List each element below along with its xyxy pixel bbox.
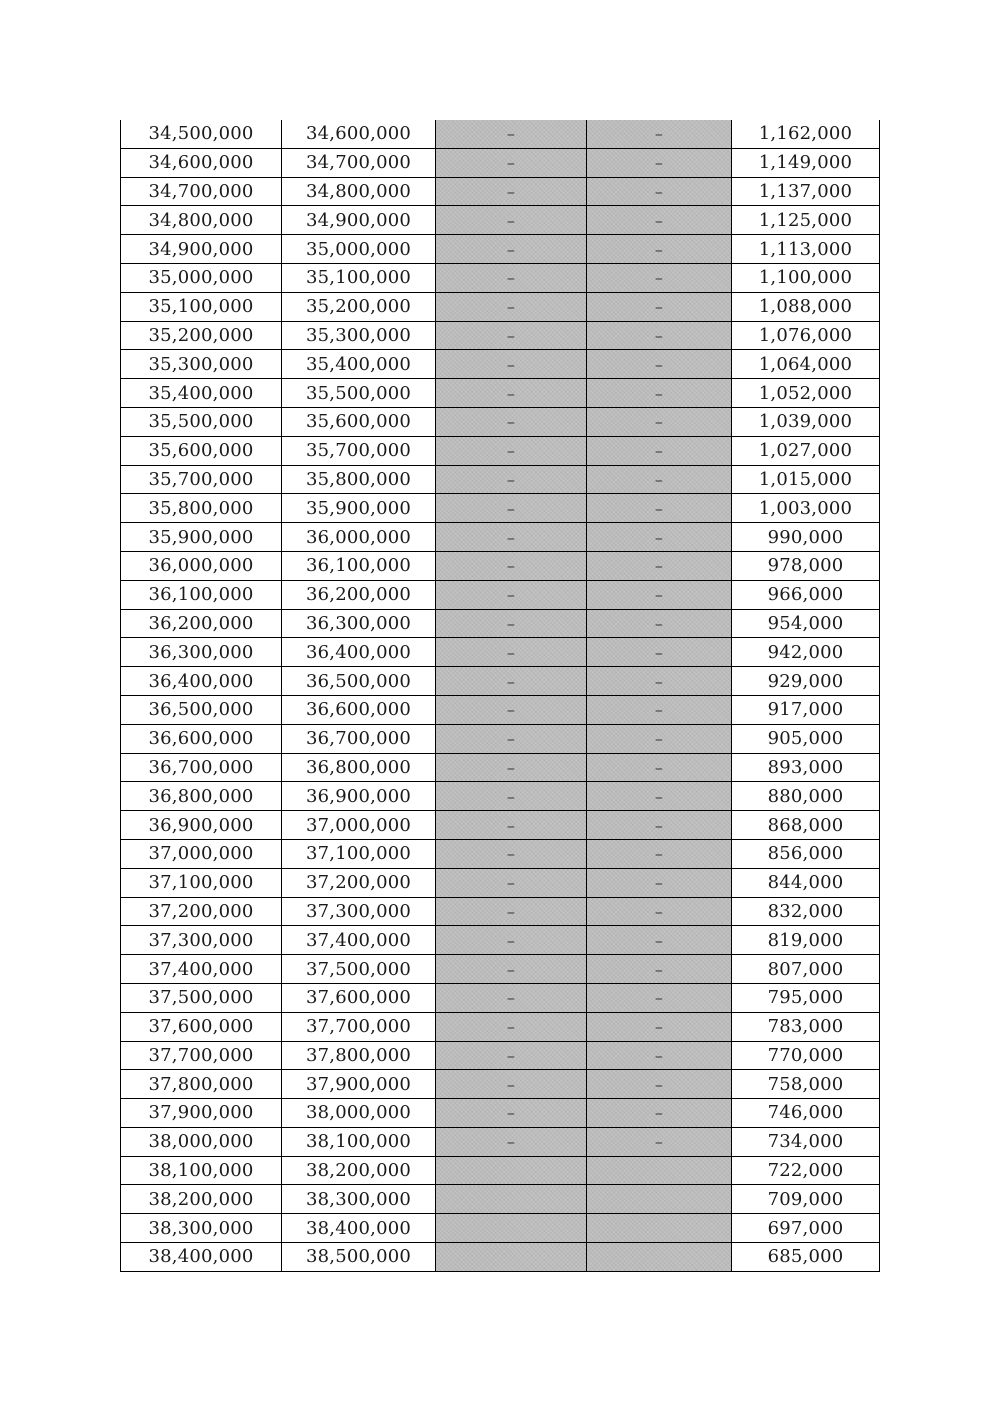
amount-cell: 990,000 <box>732 523 880 552</box>
income-to-cell: 35,900,000 <box>282 494 436 523</box>
income-to-cell: 36,700,000 <box>282 724 436 753</box>
income-to-cell: 36,900,000 <box>282 782 436 811</box>
shaded-cell-3: – <box>436 1041 587 1070</box>
income-from-cell: 37,000,000 <box>121 839 282 868</box>
shaded-cell-3: – <box>436 263 587 292</box>
income-from-cell: 35,400,000 <box>121 379 282 408</box>
table-row <box>121 1127 880 1156</box>
table-row <box>121 839 880 868</box>
amount-cell: 929,000 <box>732 667 880 696</box>
amount-cell: 709,000 <box>732 1185 880 1214</box>
amount-cell: 1,162,000 <box>732 120 880 148</box>
shaded-cell-3: – <box>436 811 587 840</box>
income-to-cell: 38,100,000 <box>282 1127 436 1156</box>
income-from-cell: 35,800,000 <box>121 494 282 523</box>
income-from-cell: 35,300,000 <box>121 350 282 379</box>
amount-cell: 954,000 <box>732 609 880 638</box>
income-from-cell: 35,500,000 <box>121 407 282 436</box>
income-from-cell: 38,100,000 <box>121 1156 282 1185</box>
amount-cell: 1,003,000 <box>732 494 880 523</box>
shaded-cell-4 <box>587 1156 732 1185</box>
shaded-cell-3: – <box>436 1070 587 1099</box>
table-row <box>121 1243 880 1272</box>
shaded-cell-4: – <box>587 263 732 292</box>
shaded-cell-3: – <box>436 292 587 321</box>
income-to-cell: 34,600,000 <box>282 120 436 148</box>
amount-cell: 978,000 <box>732 551 880 580</box>
shaded-cell-4: – <box>587 638 732 667</box>
income-from-cell: 37,400,000 <box>121 955 282 984</box>
shaded-cell-4: – <box>587 839 732 868</box>
income-from-cell: 35,700,000 <box>121 465 282 494</box>
table-row <box>121 1156 880 1185</box>
income-to-cell: 37,700,000 <box>282 1012 436 1041</box>
table-row <box>121 782 880 811</box>
table-row <box>121 1041 880 1070</box>
shaded-cell-3: – <box>436 1099 587 1128</box>
amount-cell: 1,113,000 <box>732 235 880 264</box>
table-row <box>121 436 880 465</box>
income-to-cell: 37,800,000 <box>282 1041 436 1070</box>
income-to-cell: 35,000,000 <box>282 235 436 264</box>
shaded-cell-3: – <box>436 177 587 206</box>
income-from-cell: 36,500,000 <box>121 695 282 724</box>
income-from-cell: 36,600,000 <box>121 724 282 753</box>
income-from-cell: 34,500,000 <box>121 120 282 148</box>
income-from-cell: 37,200,000 <box>121 897 282 926</box>
shaded-cell-3: – <box>436 379 587 408</box>
income-to-cell: 36,100,000 <box>282 551 436 580</box>
amount-cell: 770,000 <box>732 1041 880 1070</box>
income-from-cell: 37,300,000 <box>121 926 282 955</box>
amount-cell: 746,000 <box>732 1099 880 1128</box>
income-from-cell: 35,000,000 <box>121 263 282 292</box>
shaded-cell-3: – <box>436 868 587 897</box>
income-from-cell: 35,200,000 <box>121 321 282 350</box>
amount-cell: 942,000 <box>732 638 880 667</box>
income-to-cell: 37,400,000 <box>282 926 436 955</box>
shaded-cell-4: – <box>587 292 732 321</box>
shaded-cell-4: – <box>587 235 732 264</box>
shaded-cell-3: – <box>436 782 587 811</box>
income-to-cell: 38,500,000 <box>282 1243 436 1272</box>
amount-cell: 697,000 <box>732 1214 880 1243</box>
shaded-cell-4: – <box>587 983 732 1012</box>
income-to-cell: 34,700,000 <box>282 148 436 177</box>
shaded-cell-3: – <box>436 897 587 926</box>
amount-cell: 1,052,000 <box>732 379 880 408</box>
shaded-cell-4: – <box>587 609 732 638</box>
shaded-cell-3: – <box>436 494 587 523</box>
table-row <box>121 235 880 264</box>
table-row <box>121 897 880 926</box>
shaded-cell-4 <box>587 1214 732 1243</box>
income-from-cell: 38,200,000 <box>121 1185 282 1214</box>
shaded-cell-4: – <box>587 926 732 955</box>
income-to-cell: 36,200,000 <box>282 580 436 609</box>
table-row <box>121 465 880 494</box>
amount-cell: 1,137,000 <box>732 177 880 206</box>
amount-cell: 1,149,000 <box>732 148 880 177</box>
table-row <box>121 1214 880 1243</box>
income-from-cell: 37,800,000 <box>121 1070 282 1099</box>
income-to-cell: 36,600,000 <box>282 695 436 724</box>
income-to-cell: 37,500,000 <box>282 955 436 984</box>
amount-cell: 856,000 <box>732 839 880 868</box>
shaded-cell-3: – <box>436 235 587 264</box>
amount-cell: 819,000 <box>732 926 880 955</box>
income-from-cell: 37,600,000 <box>121 1012 282 1041</box>
table-row <box>121 580 880 609</box>
income-to-cell: 36,400,000 <box>282 638 436 667</box>
income-to-cell: 37,300,000 <box>282 897 436 926</box>
income-to-cell: 34,800,000 <box>282 177 436 206</box>
table-row <box>121 148 880 177</box>
income-from-cell: 34,800,000 <box>121 206 282 235</box>
shaded-cell-3: – <box>436 580 587 609</box>
table-row <box>121 1185 880 1214</box>
income-to-cell: 37,600,000 <box>282 983 436 1012</box>
income-to-cell: 37,100,000 <box>282 839 436 868</box>
shaded-cell-3: – <box>436 724 587 753</box>
shaded-cell-4: – <box>587 1012 732 1041</box>
shaded-cell-4: – <box>587 523 732 552</box>
shaded-cell-3 <box>436 1214 587 1243</box>
shaded-cell-4: – <box>587 1127 732 1156</box>
shaded-cell-3: – <box>436 551 587 580</box>
income-from-cell: 34,600,000 <box>121 148 282 177</box>
amount-cell: 966,000 <box>732 580 880 609</box>
shaded-cell-3: – <box>436 350 587 379</box>
income-to-cell: 34,900,000 <box>282 206 436 235</box>
income-from-cell: 36,400,000 <box>121 667 282 696</box>
shaded-cell-4 <box>587 1185 732 1214</box>
income-from-cell: 37,100,000 <box>121 868 282 897</box>
shaded-cell-3: – <box>436 695 587 724</box>
income-from-cell: 35,900,000 <box>121 523 282 552</box>
income-from-cell: 36,100,000 <box>121 580 282 609</box>
shaded-cell-3: – <box>436 120 587 148</box>
income-from-cell: 36,900,000 <box>121 811 282 840</box>
table-row <box>121 263 880 292</box>
amount-cell: 1,125,000 <box>732 206 880 235</box>
table-row <box>121 551 880 580</box>
shaded-cell-4: – <box>587 177 732 206</box>
shaded-cell-3: – <box>436 407 587 436</box>
income-to-cell: 36,500,000 <box>282 667 436 696</box>
income-to-cell: 37,900,000 <box>282 1070 436 1099</box>
income-to-cell: 38,400,000 <box>282 1214 436 1243</box>
income-to-cell: 35,400,000 <box>282 350 436 379</box>
income-from-cell: 38,400,000 <box>121 1243 282 1272</box>
shaded-cell-4: – <box>587 753 732 782</box>
shaded-cell-4: – <box>587 321 732 350</box>
income-from-cell: 37,700,000 <box>121 1041 282 1070</box>
table-row <box>121 1012 880 1041</box>
shaded-cell-3: – <box>436 955 587 984</box>
amount-cell: 734,000 <box>732 1127 880 1156</box>
amount-cell: 783,000 <box>732 1012 880 1041</box>
shaded-cell-3: – <box>436 523 587 552</box>
shaded-cell-4: – <box>587 955 732 984</box>
amount-cell: 905,000 <box>732 724 880 753</box>
table-row <box>121 868 880 897</box>
income-from-cell: 36,800,000 <box>121 782 282 811</box>
income-to-cell: 35,200,000 <box>282 292 436 321</box>
amount-cell: 868,000 <box>732 811 880 840</box>
income-from-cell: 37,500,000 <box>121 983 282 1012</box>
amount-cell: 685,000 <box>732 1243 880 1272</box>
shaded-cell-4: – <box>587 782 732 811</box>
table-row <box>121 667 880 696</box>
table-row <box>121 120 880 148</box>
income-to-cell: 35,100,000 <box>282 263 436 292</box>
amount-cell: 1,064,000 <box>732 350 880 379</box>
income-from-cell: 37,900,000 <box>121 1099 282 1128</box>
income-from-cell: 35,600,000 <box>121 436 282 465</box>
table-row <box>121 695 880 724</box>
table-row <box>121 724 880 753</box>
shaded-cell-3: – <box>436 1127 587 1156</box>
shaded-cell-3 <box>436 1243 587 1272</box>
amount-cell: 758,000 <box>732 1070 880 1099</box>
amount-cell: 795,000 <box>732 983 880 1012</box>
income-from-cell: 36,300,000 <box>121 638 282 667</box>
income-to-cell: 36,800,000 <box>282 753 436 782</box>
shaded-cell-3: – <box>436 465 587 494</box>
table-row <box>121 609 880 638</box>
amount-cell: 893,000 <box>732 753 880 782</box>
amount-cell: 832,000 <box>732 897 880 926</box>
income-from-cell: 34,700,000 <box>121 177 282 206</box>
income-to-cell: 35,700,000 <box>282 436 436 465</box>
shaded-cell-4: – <box>587 580 732 609</box>
amount-cell: 917,000 <box>732 695 880 724</box>
shaded-cell-4: – <box>587 695 732 724</box>
amount-cell: 722,000 <box>732 1156 880 1185</box>
income-to-cell: 36,000,000 <box>282 523 436 552</box>
amount-cell: 880,000 <box>732 782 880 811</box>
shaded-cell-4: – <box>587 868 732 897</box>
shaded-cell-3: – <box>436 609 587 638</box>
income-to-cell: 37,200,000 <box>282 868 436 897</box>
income-to-cell: 36,300,000 <box>282 609 436 638</box>
income-from-cell: 38,000,000 <box>121 1127 282 1156</box>
table-row <box>121 379 880 408</box>
amount-cell: 1,100,000 <box>732 263 880 292</box>
amount-cell: 1,039,000 <box>732 407 880 436</box>
rate-table <box>120 120 880 1272</box>
income-to-cell: 35,800,000 <box>282 465 436 494</box>
amount-cell: 844,000 <box>732 868 880 897</box>
amount-cell: 807,000 <box>732 955 880 984</box>
shaded-cell-3: – <box>436 321 587 350</box>
table-row <box>121 955 880 984</box>
shaded-cell-4: – <box>587 897 732 926</box>
income-from-cell: 36,200,000 <box>121 609 282 638</box>
table-row <box>121 638 880 667</box>
shaded-cell-3: – <box>436 638 587 667</box>
table-row <box>121 350 880 379</box>
income-to-cell: 38,300,000 <box>282 1185 436 1214</box>
income-to-cell: 38,200,000 <box>282 1156 436 1185</box>
table-row <box>121 983 880 1012</box>
table-row <box>121 206 880 235</box>
rate-table-body <box>121 120 880 1271</box>
income-from-cell: 38,300,000 <box>121 1214 282 1243</box>
table-row <box>121 1099 880 1128</box>
income-to-cell: 35,300,000 <box>282 321 436 350</box>
table-row <box>121 321 880 350</box>
shaded-cell-3 <box>436 1156 587 1185</box>
income-to-cell: 37,000,000 <box>282 811 436 840</box>
income-to-cell: 38,000,000 <box>282 1099 436 1128</box>
table-row <box>121 926 880 955</box>
amount-cell: 1,088,000 <box>732 292 880 321</box>
shaded-cell-4: – <box>587 465 732 494</box>
table-row <box>121 1070 880 1099</box>
shaded-cell-4: – <box>587 1099 732 1128</box>
shaded-cell-3: – <box>436 148 587 177</box>
amount-cell: 1,076,000 <box>732 321 880 350</box>
shaded-cell-3: – <box>436 667 587 696</box>
table-row <box>121 811 880 840</box>
table-row <box>121 292 880 321</box>
shaded-cell-4: – <box>587 667 732 696</box>
table-row <box>121 494 880 523</box>
shaded-cell-3: – <box>436 839 587 868</box>
shaded-cell-4: – <box>587 120 732 148</box>
income-from-cell: 35,100,000 <box>121 292 282 321</box>
shaded-cell-4: – <box>587 206 732 235</box>
shaded-cell-4: – <box>587 724 732 753</box>
income-from-cell: 34,900,000 <box>121 235 282 264</box>
shaded-cell-3: – <box>436 206 587 235</box>
shaded-cell-3 <box>436 1185 587 1214</box>
amount-cell: 1,015,000 <box>732 465 880 494</box>
shaded-cell-3: – <box>436 983 587 1012</box>
shaded-cell-3: – <box>436 436 587 465</box>
shaded-cell-3: – <box>436 1012 587 1041</box>
shaded-cell-4: – <box>587 379 732 408</box>
table-row <box>121 177 880 206</box>
income-to-cell: 35,500,000 <box>282 379 436 408</box>
income-from-cell: 36,700,000 <box>121 753 282 782</box>
shaded-cell-4: – <box>587 1041 732 1070</box>
shaded-cell-4: – <box>587 811 732 840</box>
table-row <box>121 407 880 436</box>
shaded-cell-4: – <box>587 407 732 436</box>
table-row <box>121 523 880 552</box>
shaded-cell-4: – <box>587 1070 732 1099</box>
shaded-cell-3: – <box>436 926 587 955</box>
shaded-cell-4: – <box>587 551 732 580</box>
income-to-cell: 35,600,000 <box>282 407 436 436</box>
shaded-cell-4: – <box>587 148 732 177</box>
shaded-cell-4: – <box>587 436 732 465</box>
table-row <box>121 753 880 782</box>
shaded-cell-4: – <box>587 350 732 379</box>
shaded-cell-4 <box>587 1243 732 1272</box>
income-from-cell: 36,000,000 <box>121 551 282 580</box>
shaded-cell-3: – <box>436 753 587 782</box>
amount-cell: 1,027,000 <box>732 436 880 465</box>
shaded-cell-4: – <box>587 494 732 523</box>
